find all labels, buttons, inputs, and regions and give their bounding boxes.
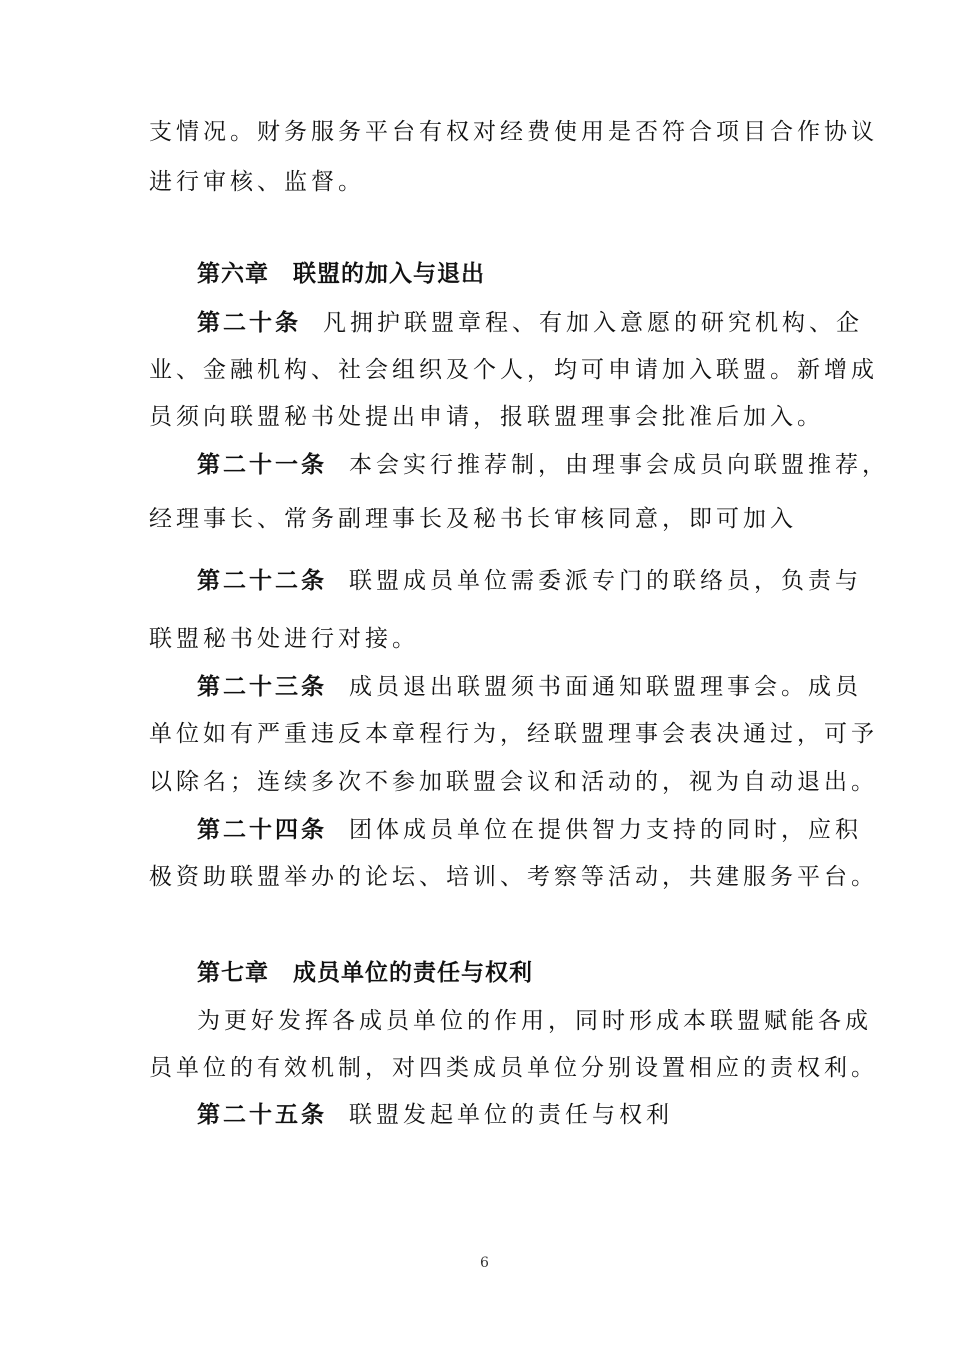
paragraph-line: 为更好发挥各成员单位的作用，同时形成本联盟赋能各成 [197,1008,872,1034]
article-text: 本会实行推荐制，由理事会成员向联盟推荐， [349,452,889,478]
article-label: 第二十二条 [197,568,327,594]
chapter-heading [197,259,877,289]
paragraph-line: 经理事长、常务副理事长及秘书长审核同意，即可加入 [149,506,797,532]
article-21 [197,450,889,480]
paragraph-line: 员单位的有效机制，对四类成员单位分别设置相应的责权利。 [149,1055,878,1081]
paragraph-line: 支情况。财务服务平台有权对经费使用是否符合项目合作协议 [149,119,878,145]
article-text: 团体成员单位在提供智力支持的同时，应积 [349,817,862,843]
paragraph-line: 进行审核、监督。 [149,169,365,195]
article-20 [197,308,877,338]
paragraph-line: 联盟秘书处进行对接。 [149,626,419,652]
article-label: 第二十四条 [197,817,327,843]
paragraph-line: 单位如有严重违反本章程行为，经联盟理事会表决通过，可予 [149,721,878,747]
article-text: 凡拥护联盟章程、有加入意愿的研究机构、企 [323,310,863,336]
paragraph-line: 极资助联盟举办的论坛、培训、考察等活动，共建服务平台。 [149,864,878,890]
paragraph-line: 员须向联盟秘书处提出申请，报联盟理事会批准后加入。 [149,404,824,430]
page-number: 6 [480,1255,489,1271]
chapter-title: 联盟的加入与退出 [293,261,485,287]
article-label: 第二十一条 [197,452,327,478]
article-22 [197,566,877,596]
chapter-title: 成员单位的责任与权利 [293,960,533,986]
article-23 [197,672,877,702]
article-text: 联盟成员单位需委派专门的联络员，负责与 [349,568,862,594]
article-label: 第二十条 [197,310,301,336]
chapter-number: 第七章 [197,960,269,986]
paragraph-line: 业、金融机构、社会组织及个人，均可申请加入联盟。新增成 [149,357,878,383]
article-24 [197,815,877,845]
article-label: 第二十五条 [197,1102,327,1128]
chapter-number: 第六章 [197,261,269,287]
article-label: 第二十三条 [197,674,327,700]
article-25 [197,1100,877,1130]
paragraph-line: 以除名；连续多次不参加联盟会议和活动的，视为自动退出。 [149,769,878,795]
chapter-heading [197,958,877,988]
article-text: 联盟发起单位的责任与权利 [349,1102,673,1128]
article-text: 成员退出联盟须书面通知联盟理事会。成员 [349,674,862,700]
